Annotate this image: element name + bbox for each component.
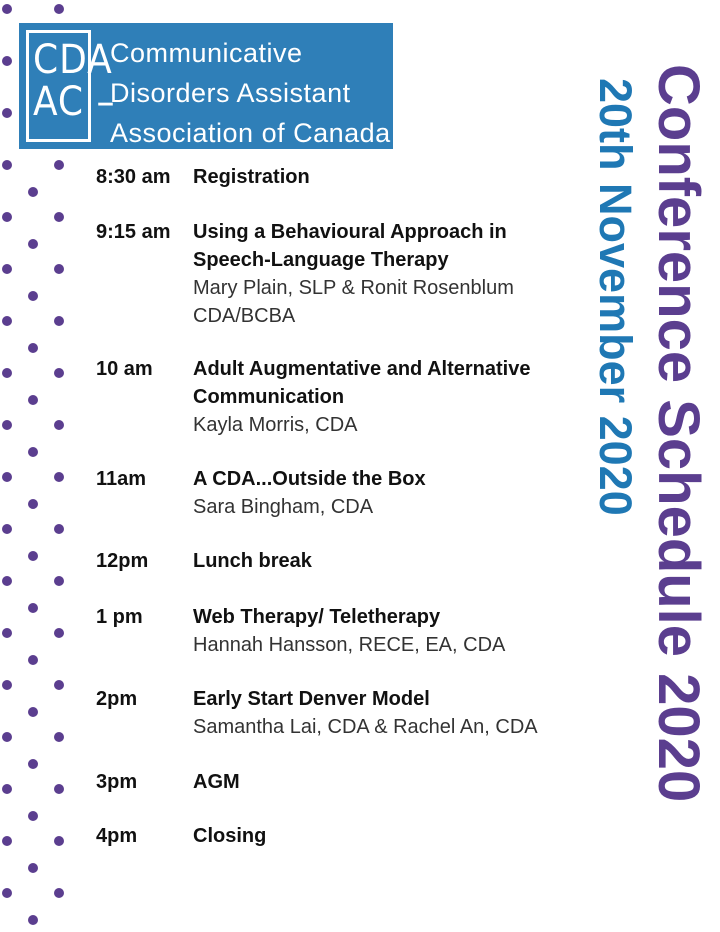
schedule-title: A CDA...Outside the Box [193,468,426,490]
schedule-title: Communication [193,386,345,408]
schedule-item-outside-the-box [96,465,576,521]
decorative-dot [2,420,12,430]
schedule-title: Adult Augmentative and Alternative [193,358,531,380]
schedule-item-teletherapy [96,603,576,659]
schedule-time: 8:30 am [96,166,171,188]
decorative-dot [2,576,12,586]
schedule-speaker: Mary Plain, SLP & Ronit Rosenblum [193,277,514,299]
schedule-speaker: Samantha Lai, CDA & Rachel An, CDA [193,716,538,738]
schedule-time: 4pm [96,825,138,847]
schedule-time: 9:15 am [96,221,171,243]
decorative-dot [54,836,64,846]
schedule-speaker: Kayla Morris, CDA [193,414,358,436]
decorative-dot [54,524,64,534]
schedule-title: Lunch break [193,550,312,572]
decorative-dot [28,187,38,197]
cdaac-logo [19,23,393,149]
schedule-title: Closing [193,825,267,847]
schedule-item-early-start-denver [96,685,576,741]
decorative-dot [28,447,38,457]
schedule-time: 12pm [96,550,149,572]
decorative-dot [28,707,38,717]
decorative-dot [28,655,38,665]
decorative-dot [2,732,12,742]
schedule-time: 1 pm [96,606,143,628]
schedule-item-closing [96,822,576,850]
schedule-title: Early Start Denver Model [193,688,430,710]
decorative-dot [28,499,38,509]
schedule-item-behavioural-approach [96,218,576,330]
logo-mark: CDA AC – [33,37,116,125]
decorative-dot [2,836,12,846]
decorative-dot [28,343,38,353]
schedule-title: AGM [193,771,240,793]
schedule-item-lunch [96,547,576,575]
decorative-dot [2,628,12,638]
decorative-dot [2,56,12,66]
schedule-item-registration [96,163,576,191]
schedule-item-aac [96,355,576,439]
decorative-dot [54,160,64,170]
decorative-dot [54,264,64,274]
schedule-time: 10 am [96,358,153,380]
decorative-dot [54,680,64,690]
logo-line-3: Association of Canada [110,118,391,148]
decorative-dot [28,395,38,405]
decorative-dot [2,264,12,274]
logo-organization-name [110,33,391,153]
decorative-dot [54,4,64,14]
decorative-dot [28,603,38,613]
schedule-time: 3pm [96,771,138,793]
decorative-dot [2,368,12,378]
schedule-title: Web Therapy/ Teletherapy [193,606,441,628]
decorative-dot [28,291,38,301]
decorative-dot [28,759,38,769]
decorative-dot [2,524,12,534]
decorative-dot [2,680,12,690]
schedule-item-agm [96,768,576,796]
schedule-title: Using a Behavioural Approach in [193,221,507,243]
decorative-dot [2,212,12,222]
decorative-dot [54,732,64,742]
decorative-dot [54,784,64,794]
decorative-dot [54,368,64,378]
decorative-dot [54,316,64,326]
decorative-dot [28,551,38,561]
decorative-dot [28,863,38,873]
decorative-dot [2,108,12,118]
decorative-dot [54,576,64,586]
schedule-title: Registration [193,166,310,188]
decorative-dot [2,4,12,14]
schedule-title: Speech-Language Therapy [193,249,449,271]
decorative-dot [54,472,64,482]
schedule-time: 11am [96,468,147,490]
decorative-dot [54,212,64,222]
schedule-time: 2pm [96,688,138,710]
conference-schedule-heading: Conference Schedule 2020 [646,64,711,803]
schedule-speaker: Sara Bingham, CDA [193,496,374,518]
logo-line-1: Communicative [110,38,303,68]
decorative-dot [2,784,12,794]
decorative-dot [2,472,12,482]
decorative-dot [2,316,12,326]
decorative-dot [28,915,38,925]
decorative-dot [54,628,64,638]
logo-line-2: Disorders Assistant [110,78,351,108]
decorative-dot [54,888,64,898]
decorative-dot [28,811,38,821]
decorative-dot [54,420,64,430]
decorative-dot [2,888,12,898]
schedule-speaker: CDA/BCBA [193,305,296,327]
decorative-dot [28,239,38,249]
decorative-dot [2,160,12,170]
schedule-speaker: Hannah Hansson, RECE, EA, CDA [193,634,506,656]
conference-date: 20th November 2020 [590,78,641,516]
